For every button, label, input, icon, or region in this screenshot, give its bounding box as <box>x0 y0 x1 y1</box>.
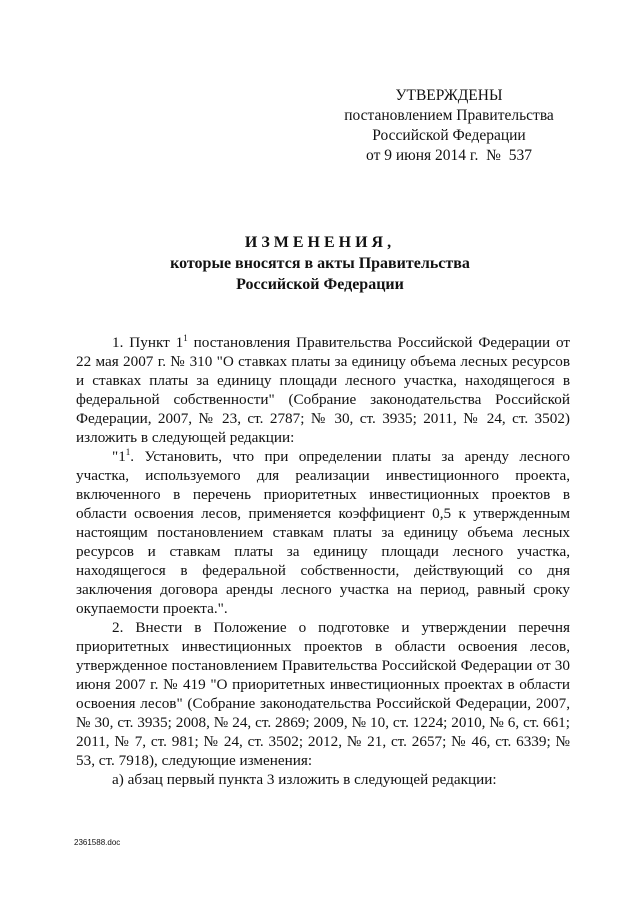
paragraph-1-rest: постановления Правительства Российской Федерации от 22 мая 2007 г. № 310 "О ставках платы за единицу объема лесных ресурсов и ставках платы за единицу площади лесного участка, находящегося в федеральной собственности" (Собрание законодательства Российской Федерации, 2007, № 23, ст. 2787; № 30, ст. 3935; 2011, № 24, ст. 3502) изложить в следующей редакции: <box>76 334 570 446</box>
paragraph-2-superscript: 1 <box>125 447 131 457</box>
paragraph-2-start: "1 <box>112 448 126 465</box>
approval-block <box>330 86 568 166</box>
title-subtitle-1: которые вносятся в акты Правительства <box>170 255 470 272</box>
paragraph-2 <box>76 447 570 618</box>
paragraph-2-rest: . Установить, что при определении платы за аренду лесного участка, используемого для реализации инвестиционного проекта, включенного в перечень приоритетных инвестиционных проектов в области освоения лесов, применяется коэффициент 0,5 к утвержденным настоящим постановлением ставкам платы за единицу объема лесных ресурсов и ставкам платы за единицу площади лесного участка, находящегося в федеральной собственности, действующий со дня заключения договора аренды лесного участка на период, равный сроку окупаемости проекта.". <box>76 448 570 617</box>
approval-date-number: от 9 июня 2014 г. № 537 <box>366 147 532 164</box>
approval-status: УТВЕРЖДЕНЫ <box>395 87 503 104</box>
paragraph-1 <box>76 333 570 447</box>
approval-country: Российской Федерации <box>372 127 526 144</box>
document-title <box>0 232 640 295</box>
paragraph-3: 2. Внести в Положение о подготовке и утверждении перечня приоритетных инвестиционных проектов в области освоения лесов, утвержденное постановлением Правительства Российской Федерации от 30 июня 2007 г. № 419 "О приоритетных инвестиционных проектах в области освоения лесов" (Собрание законодательства Российской Федерации, 2007, № 30, ст. 3935; 2008, № 24, ст. 2869; 2009, № 10, ст. 1224; 2010, № 6, ст. 661; 2011, № 7, ст. 981; № 24, ст. 3502; 2012, № 21, ст. 2657; № 46, ст. 6339; № 53, ст. 7918), следующие изменения: <box>76 619 570 769</box>
paragraph-1-superscript: 1 <box>183 333 188 343</box>
paragraph-1-start: 1. Пункт 1 <box>112 334 184 351</box>
title-heading: ИЗМЕНЕНИЯ, <box>244 234 396 251</box>
document-body <box>76 333 570 789</box>
footer-filename: 2361588.doc <box>74 838 121 847</box>
title-subtitle-2: Российской Федерации <box>236 276 404 293</box>
approval-by: постановлением Правительства <box>344 107 554 124</box>
paragraph-4: а) абзац первый пункта 3 изложить в следующей редакции: <box>112 771 497 788</box>
